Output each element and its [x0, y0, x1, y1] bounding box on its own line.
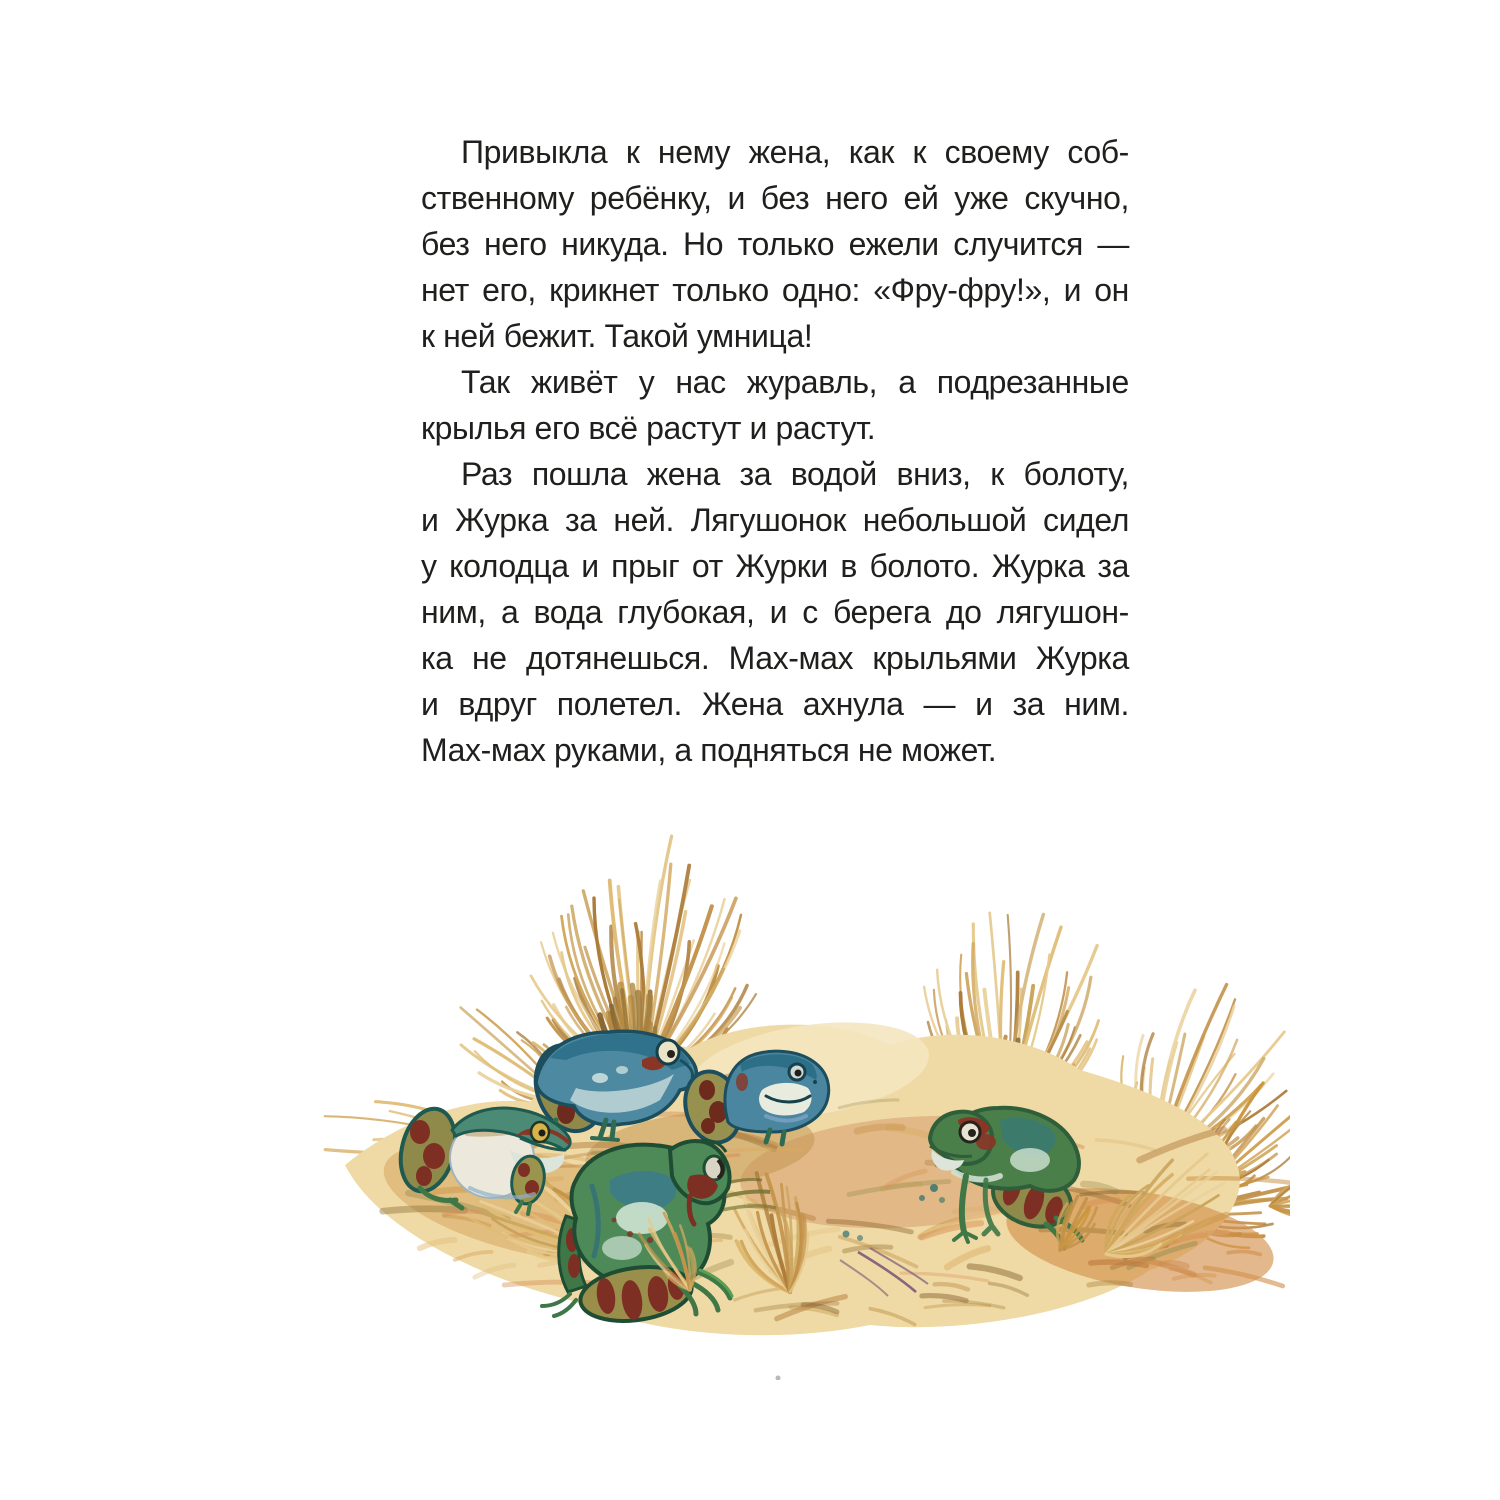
text-line: Так живёт у нас журавль, а подрезанные — [461, 364, 1129, 400]
story-text — [421, 129, 1129, 773]
text-line: нет его, крикнет только одно: «Фру-фру!», и он — [421, 272, 1129, 308]
paper-speck — [776, 1376, 781, 1381]
text-line: и Журка за ней. Лягушонок небольшой сидел — [421, 502, 1129, 538]
frogs-illustration — [270, 820, 1290, 1380]
text-line: Привыкла к нему жена, как к своему соб- — [461, 134, 1129, 170]
text-line: Раз пошла жена за водой вниз, к болоту, — [461, 456, 1129, 492]
text-line: ним, а вода глубокая, и с берега до лягушон- — [421, 594, 1129, 630]
text-line: крылья его всё растут и растут. — [421, 410, 876, 446]
text-line: Мах-мах руками, а подняться не может. — [421, 732, 997, 768]
text-line: и вдруг полетел. Жена ахнула — и за ним. — [421, 686, 1129, 722]
text-line: без него никуда. Но только ежели случится — — [421, 226, 1129, 262]
text-line: ственному ребёнку, и без него ей уже скучно, — [421, 180, 1129, 216]
text-line: ка не дотянешься. Мах-мах крыльями Журка — [421, 640, 1129, 676]
text-line: к ней бежит. Такой умница! — [421, 318, 813, 354]
text-line: у колодца и прыг от Журки в болото. Журка за — [421, 548, 1129, 584]
